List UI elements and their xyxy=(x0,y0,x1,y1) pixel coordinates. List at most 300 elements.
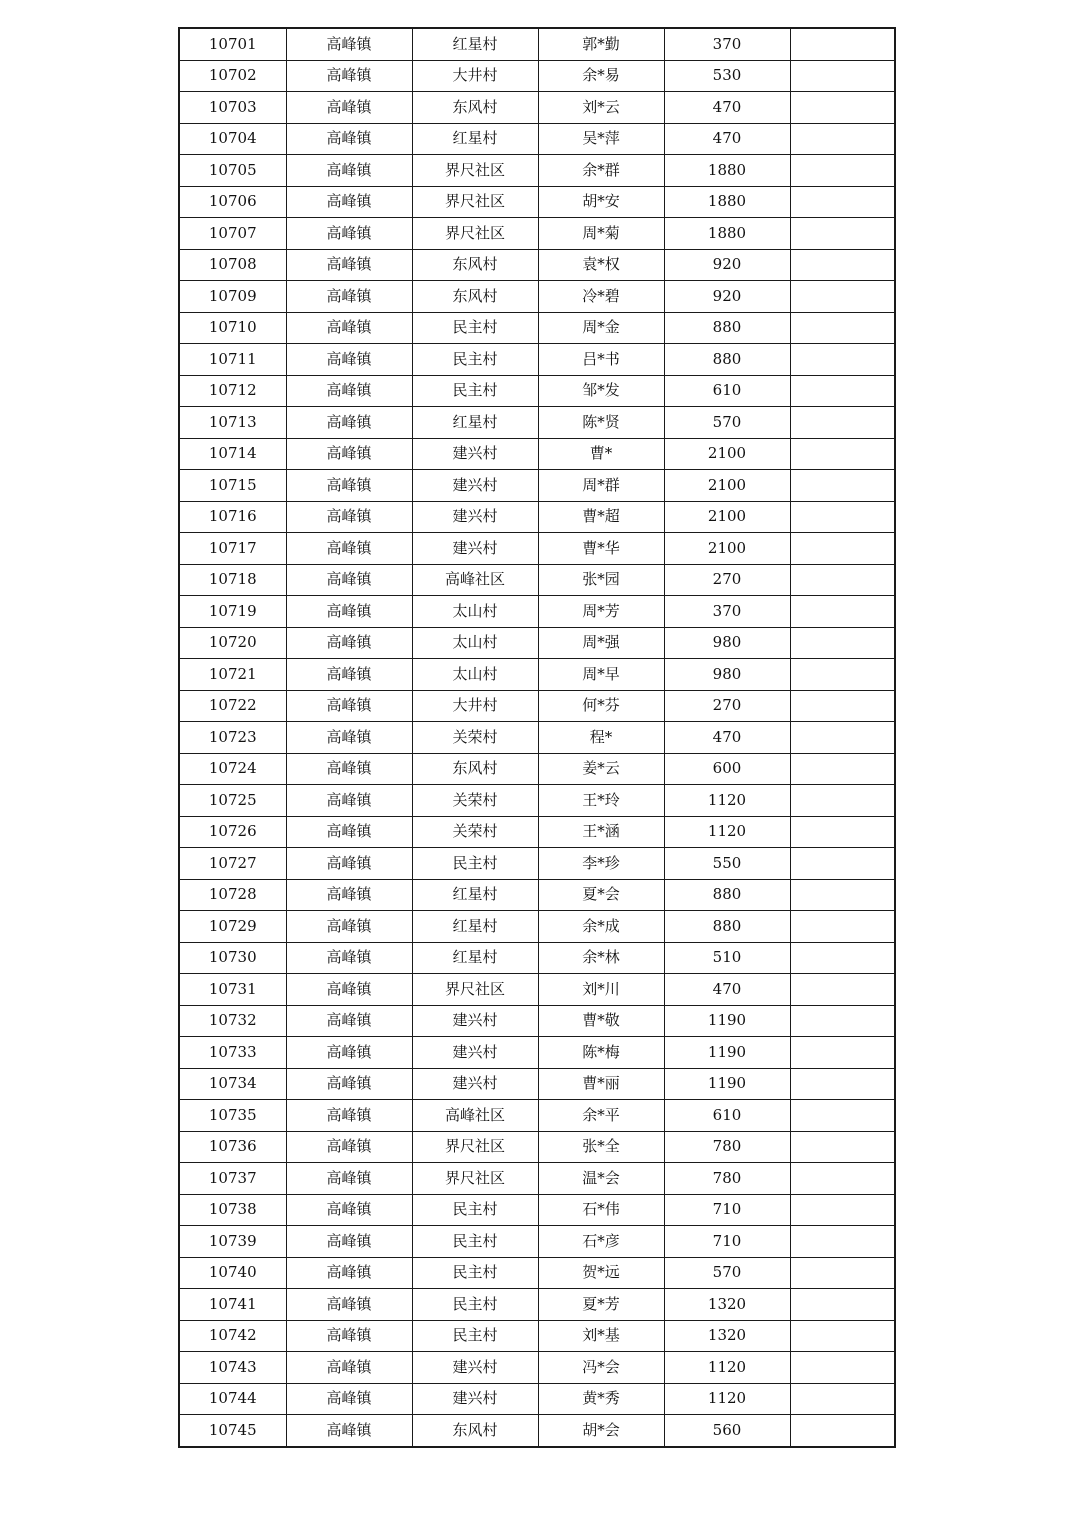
cell-note xyxy=(790,249,895,281)
cell-name: 周*早 xyxy=(538,659,664,691)
table-row xyxy=(179,92,895,124)
cell-name: 吴*萍 xyxy=(538,123,664,155)
cell-name: 王*涵 xyxy=(538,816,664,848)
cell-id: 10706 xyxy=(179,186,286,218)
cell-note xyxy=(790,942,895,974)
cell-village: 东风村 xyxy=(412,249,538,281)
cell-id: 10731 xyxy=(179,974,286,1006)
cell-note xyxy=(790,218,895,250)
cell-amount: 710 xyxy=(664,1226,790,1258)
cell-town: 高峰镇 xyxy=(286,1415,412,1447)
cell-id: 10714 xyxy=(179,438,286,470)
cell-note xyxy=(790,785,895,817)
cell-amount: 1190 xyxy=(664,1068,790,1100)
cell-village: 建兴村 xyxy=(412,470,538,502)
cell-name: 程* xyxy=(538,722,664,754)
cell-amount: 980 xyxy=(664,659,790,691)
table-row xyxy=(179,879,895,911)
cell-village: 界尺社区 xyxy=(412,1163,538,1195)
cell-name: 周*金 xyxy=(538,312,664,344)
cell-note xyxy=(790,407,895,439)
cell-id: 10742 xyxy=(179,1320,286,1352)
cell-name: 张*园 xyxy=(538,564,664,596)
cell-name: 邹*发 xyxy=(538,375,664,407)
cell-town: 高峰镇 xyxy=(286,1289,412,1321)
cell-town: 高峰镇 xyxy=(286,816,412,848)
cell-id: 10717 xyxy=(179,533,286,565)
cell-id: 10737 xyxy=(179,1163,286,1195)
cell-village: 界尺社区 xyxy=(412,218,538,250)
cell-town: 高峰镇 xyxy=(286,879,412,911)
table-row xyxy=(179,312,895,344)
recipient-table xyxy=(178,27,896,1448)
cell-id: 10745 xyxy=(179,1415,286,1447)
table-row xyxy=(179,470,895,502)
cell-name: 刘*基 xyxy=(538,1320,664,1352)
cell-note xyxy=(790,1352,895,1384)
cell-village: 民主村 xyxy=(412,1289,538,1321)
cell-town: 高峰镇 xyxy=(286,1194,412,1226)
cell-town: 高峰镇 xyxy=(286,407,412,439)
cell-village: 红星村 xyxy=(412,879,538,911)
table-row xyxy=(179,1352,895,1384)
cell-id: 10709 xyxy=(179,281,286,313)
cell-id: 10729 xyxy=(179,911,286,943)
cell-id: 10708 xyxy=(179,249,286,281)
cell-town: 高峰镇 xyxy=(286,186,412,218)
cell-amount: 470 xyxy=(664,974,790,1006)
cell-town: 高峰镇 xyxy=(286,785,412,817)
cell-note xyxy=(790,123,895,155)
table-row xyxy=(179,123,895,155)
table-row xyxy=(179,848,895,880)
cell-town: 高峰镇 xyxy=(286,627,412,659)
cell-village: 太山村 xyxy=(412,596,538,628)
cell-name: 贺*远 xyxy=(538,1257,664,1289)
cell-town: 高峰镇 xyxy=(286,1257,412,1289)
cell-amount: 1320 xyxy=(664,1289,790,1321)
cell-name: 曹*超 xyxy=(538,501,664,533)
cell-amount: 1190 xyxy=(664,1005,790,1037)
cell-id: 10704 xyxy=(179,123,286,155)
cell-town: 高峰镇 xyxy=(286,1383,412,1415)
cell-name: 温*会 xyxy=(538,1163,664,1195)
cell-town: 高峰镇 xyxy=(286,974,412,1006)
cell-note xyxy=(790,659,895,691)
cell-name: 冷*碧 xyxy=(538,281,664,313)
cell-id: 10713 xyxy=(179,407,286,439)
cell-village: 关荣村 xyxy=(412,722,538,754)
cell-village: 建兴村 xyxy=(412,533,538,565)
cell-note xyxy=(790,911,895,943)
table-row xyxy=(179,249,895,281)
table-row xyxy=(179,407,895,439)
cell-name: 曹* xyxy=(538,438,664,470)
cell-id: 10733 xyxy=(179,1037,286,1069)
cell-village: 东风村 xyxy=(412,753,538,785)
cell-amount: 1880 xyxy=(664,186,790,218)
cell-amount: 530 xyxy=(664,60,790,92)
cell-name: 夏*会 xyxy=(538,879,664,911)
cell-note xyxy=(790,1163,895,1195)
cell-amount: 1190 xyxy=(664,1037,790,1069)
cell-name: 刘*云 xyxy=(538,92,664,124)
cell-town: 高峰镇 xyxy=(286,1068,412,1100)
cell-note xyxy=(790,28,895,60)
cell-village: 大井村 xyxy=(412,60,538,92)
cell-amount: 610 xyxy=(664,375,790,407)
cell-town: 高峰镇 xyxy=(286,155,412,187)
cell-town: 高峰镇 xyxy=(286,1352,412,1384)
table-row xyxy=(179,596,895,628)
cell-name: 胡*会 xyxy=(538,1415,664,1447)
cell-amount: 610 xyxy=(664,1100,790,1132)
cell-town: 高峰镇 xyxy=(286,596,412,628)
table-row xyxy=(179,1226,895,1258)
cell-note xyxy=(790,186,895,218)
cell-town: 高峰镇 xyxy=(286,690,412,722)
table-row xyxy=(179,1320,895,1352)
cell-id: 10721 xyxy=(179,659,286,691)
cell-amount: 880 xyxy=(664,344,790,376)
cell-note xyxy=(790,501,895,533)
cell-id: 10702 xyxy=(179,60,286,92)
cell-village: 东风村 xyxy=(412,92,538,124)
cell-note xyxy=(790,375,895,407)
cell-note xyxy=(790,344,895,376)
cell-note xyxy=(790,1320,895,1352)
cell-name: 曹*敬 xyxy=(538,1005,664,1037)
cell-id: 10723 xyxy=(179,722,286,754)
cell-amount: 470 xyxy=(664,722,790,754)
cell-village: 界尺社区 xyxy=(412,186,538,218)
cell-village: 红星村 xyxy=(412,28,538,60)
table-row xyxy=(179,974,895,1006)
cell-town: 高峰镇 xyxy=(286,1100,412,1132)
cell-id: 10736 xyxy=(179,1131,286,1163)
table-row xyxy=(179,1289,895,1321)
cell-town: 高峰镇 xyxy=(286,123,412,155)
cell-village: 建兴村 xyxy=(412,1383,538,1415)
table-row xyxy=(179,344,895,376)
cell-town: 高峰镇 xyxy=(286,564,412,596)
cell-name: 石*伟 xyxy=(538,1194,664,1226)
cell-id: 10715 xyxy=(179,470,286,502)
cell-id: 10744 xyxy=(179,1383,286,1415)
cell-id: 10732 xyxy=(179,1005,286,1037)
cell-amount: 1120 xyxy=(664,1383,790,1415)
table-row xyxy=(179,218,895,250)
cell-village: 高峰社区 xyxy=(412,564,538,596)
cell-amount: 880 xyxy=(664,312,790,344)
table-row xyxy=(179,690,895,722)
cell-town: 高峰镇 xyxy=(286,1131,412,1163)
cell-town: 高峰镇 xyxy=(286,722,412,754)
cell-village: 民主村 xyxy=(412,375,538,407)
cell-name: 周*群 xyxy=(538,470,664,502)
cell-id: 10716 xyxy=(179,501,286,533)
cell-amount: 1880 xyxy=(664,155,790,187)
cell-town: 高峰镇 xyxy=(286,848,412,880)
cell-town: 高峰镇 xyxy=(286,501,412,533)
cell-town: 高峰镇 xyxy=(286,1163,412,1195)
cell-town: 高峰镇 xyxy=(286,1226,412,1258)
cell-village: 建兴村 xyxy=(412,501,538,533)
cell-village: 民主村 xyxy=(412,1194,538,1226)
table-body xyxy=(179,28,895,1447)
cell-village: 建兴村 xyxy=(412,1352,538,1384)
table-row xyxy=(179,438,895,470)
cell-name: 余*林 xyxy=(538,942,664,974)
cell-town: 高峰镇 xyxy=(286,28,412,60)
table-row xyxy=(179,1131,895,1163)
table-row xyxy=(179,1163,895,1195)
table-row xyxy=(179,1257,895,1289)
cell-note xyxy=(790,1289,895,1321)
cell-village: 红星村 xyxy=(412,911,538,943)
cell-amount: 550 xyxy=(664,848,790,880)
cell-id: 10722 xyxy=(179,690,286,722)
table-row xyxy=(179,60,895,92)
cell-note xyxy=(790,564,895,596)
cell-id: 10718 xyxy=(179,564,286,596)
cell-name: 周*强 xyxy=(538,627,664,659)
cell-note xyxy=(790,470,895,502)
cell-note xyxy=(790,627,895,659)
cell-amount: 880 xyxy=(664,879,790,911)
table-row xyxy=(179,186,895,218)
cell-town: 高峰镇 xyxy=(286,1037,412,1069)
cell-id: 10734 xyxy=(179,1068,286,1100)
cell-village: 界尺社区 xyxy=(412,155,538,187)
cell-village: 东风村 xyxy=(412,281,538,313)
cell-village: 建兴村 xyxy=(412,1005,538,1037)
cell-amount: 2100 xyxy=(664,470,790,502)
cell-note xyxy=(790,1257,895,1289)
cell-amount: 2100 xyxy=(664,501,790,533)
cell-note xyxy=(790,1037,895,1069)
cell-town: 高峰镇 xyxy=(286,533,412,565)
cell-note xyxy=(790,92,895,124)
table-row xyxy=(179,375,895,407)
cell-amount: 570 xyxy=(664,1257,790,1289)
cell-village: 民主村 xyxy=(412,344,538,376)
cell-name: 余*群 xyxy=(538,155,664,187)
cell-note xyxy=(790,816,895,848)
cell-id: 10727 xyxy=(179,848,286,880)
cell-note xyxy=(790,879,895,911)
table-row xyxy=(179,722,895,754)
cell-note xyxy=(790,438,895,470)
cell-id: 10725 xyxy=(179,785,286,817)
table-row xyxy=(179,155,895,187)
cell-id: 10728 xyxy=(179,879,286,911)
cell-note xyxy=(790,1068,895,1100)
cell-amount: 980 xyxy=(664,627,790,659)
cell-id: 10711 xyxy=(179,344,286,376)
cell-id: 10743 xyxy=(179,1352,286,1384)
cell-town: 高峰镇 xyxy=(286,659,412,691)
cell-village: 建兴村 xyxy=(412,1068,538,1100)
cell-name: 何*芬 xyxy=(538,690,664,722)
cell-name: 夏*芳 xyxy=(538,1289,664,1321)
cell-id: 10710 xyxy=(179,312,286,344)
cell-note xyxy=(790,974,895,1006)
cell-village: 界尺社区 xyxy=(412,1131,538,1163)
table-row xyxy=(179,1100,895,1132)
cell-name: 余*成 xyxy=(538,911,664,943)
cell-town: 高峰镇 xyxy=(286,281,412,313)
cell-amount: 270 xyxy=(664,690,790,722)
cell-amount: 560 xyxy=(664,1415,790,1447)
cell-village: 红星村 xyxy=(412,407,538,439)
cell-town: 高峰镇 xyxy=(286,60,412,92)
cell-amount: 1320 xyxy=(664,1320,790,1352)
cell-name: 余*平 xyxy=(538,1100,664,1132)
cell-amount: 470 xyxy=(664,123,790,155)
cell-note xyxy=(790,60,895,92)
cell-amount: 920 xyxy=(664,249,790,281)
table-row xyxy=(179,627,895,659)
cell-town: 高峰镇 xyxy=(286,218,412,250)
cell-village: 红星村 xyxy=(412,123,538,155)
cell-village: 太山村 xyxy=(412,659,538,691)
table-row xyxy=(179,501,895,533)
table-row xyxy=(179,1068,895,1100)
cell-name: 王*玲 xyxy=(538,785,664,817)
table-row xyxy=(179,1415,895,1447)
cell-town: 高峰镇 xyxy=(286,753,412,785)
cell-note xyxy=(790,312,895,344)
cell-id: 10741 xyxy=(179,1289,286,1321)
table-row xyxy=(179,942,895,974)
cell-id: 10724 xyxy=(179,753,286,785)
cell-village: 建兴村 xyxy=(412,438,538,470)
cell-note xyxy=(790,1194,895,1226)
cell-amount: 2100 xyxy=(664,438,790,470)
cell-id: 10735 xyxy=(179,1100,286,1132)
cell-name: 吕*书 xyxy=(538,344,664,376)
cell-town: 高峰镇 xyxy=(286,344,412,376)
cell-village: 民主村 xyxy=(412,1226,538,1258)
cell-amount: 2100 xyxy=(664,533,790,565)
cell-amount: 510 xyxy=(664,942,790,974)
cell-village: 关荣村 xyxy=(412,785,538,817)
cell-name: 胡*安 xyxy=(538,186,664,218)
cell-id: 10719 xyxy=(179,596,286,628)
cell-name: 李*珍 xyxy=(538,848,664,880)
cell-amount: 570 xyxy=(664,407,790,439)
cell-name: 周*菊 xyxy=(538,218,664,250)
table-row xyxy=(179,753,895,785)
cell-amount: 710 xyxy=(664,1194,790,1226)
cell-id: 10726 xyxy=(179,816,286,848)
cell-amount: 880 xyxy=(664,911,790,943)
cell-village: 民主村 xyxy=(412,1257,538,1289)
cell-name: 陈*贤 xyxy=(538,407,664,439)
cell-note xyxy=(790,753,895,785)
cell-note xyxy=(790,596,895,628)
table-row xyxy=(179,564,895,596)
cell-town: 高峰镇 xyxy=(286,470,412,502)
cell-id: 10738 xyxy=(179,1194,286,1226)
cell-town: 高峰镇 xyxy=(286,438,412,470)
cell-note xyxy=(790,690,895,722)
cell-note xyxy=(790,1226,895,1258)
cell-amount: 780 xyxy=(664,1163,790,1195)
table-row xyxy=(179,1194,895,1226)
cell-name: 郭*勤 xyxy=(538,28,664,60)
cell-note xyxy=(790,1131,895,1163)
cell-note xyxy=(790,281,895,313)
cell-id: 10720 xyxy=(179,627,286,659)
cell-amount: 1120 xyxy=(664,785,790,817)
table-row xyxy=(179,281,895,313)
cell-town: 高峰镇 xyxy=(286,911,412,943)
cell-amount: 1120 xyxy=(664,1352,790,1384)
cell-amount: 370 xyxy=(664,596,790,628)
cell-village: 太山村 xyxy=(412,627,538,659)
cell-village: 红星村 xyxy=(412,942,538,974)
table-row xyxy=(179,1037,895,1069)
cell-town: 高峰镇 xyxy=(286,1320,412,1352)
cell-amount: 780 xyxy=(664,1131,790,1163)
cell-name: 袁*权 xyxy=(538,249,664,281)
cell-note xyxy=(790,848,895,880)
cell-note xyxy=(790,533,895,565)
cell-name: 周*芳 xyxy=(538,596,664,628)
cell-note xyxy=(790,1005,895,1037)
cell-village: 高峰社区 xyxy=(412,1100,538,1132)
table-row xyxy=(179,1383,895,1415)
cell-amount: 1120 xyxy=(664,816,790,848)
cell-village: 民主村 xyxy=(412,312,538,344)
table-row xyxy=(179,1005,895,1037)
cell-town: 高峰镇 xyxy=(286,312,412,344)
cell-amount: 1880 xyxy=(664,218,790,250)
cell-amount: 600 xyxy=(664,753,790,785)
cell-amount: 470 xyxy=(664,92,790,124)
cell-id: 10739 xyxy=(179,1226,286,1258)
cell-village: 关荣村 xyxy=(412,816,538,848)
cell-name: 余*易 xyxy=(538,60,664,92)
cell-village: 建兴村 xyxy=(412,1037,538,1069)
cell-note xyxy=(790,155,895,187)
cell-village: 界尺社区 xyxy=(412,974,538,1006)
cell-village: 东风村 xyxy=(412,1415,538,1447)
cell-town: 高峰镇 xyxy=(286,1005,412,1037)
table-row xyxy=(179,911,895,943)
cell-name: 刘*川 xyxy=(538,974,664,1006)
cell-note xyxy=(790,722,895,754)
cell-name: 陈*梅 xyxy=(538,1037,664,1069)
cell-name: 黄*秀 xyxy=(538,1383,664,1415)
table-row xyxy=(179,659,895,691)
cell-amount: 920 xyxy=(664,281,790,313)
cell-name: 曹*丽 xyxy=(538,1068,664,1100)
cell-amount: 270 xyxy=(664,564,790,596)
cell-town: 高峰镇 xyxy=(286,942,412,974)
cell-town: 高峰镇 xyxy=(286,375,412,407)
cell-town: 高峰镇 xyxy=(286,249,412,281)
cell-id: 10705 xyxy=(179,155,286,187)
cell-id: 10703 xyxy=(179,92,286,124)
cell-amount: 370 xyxy=(664,28,790,60)
table-row xyxy=(179,816,895,848)
cell-id: 10730 xyxy=(179,942,286,974)
cell-note xyxy=(790,1383,895,1415)
cell-id: 10712 xyxy=(179,375,286,407)
